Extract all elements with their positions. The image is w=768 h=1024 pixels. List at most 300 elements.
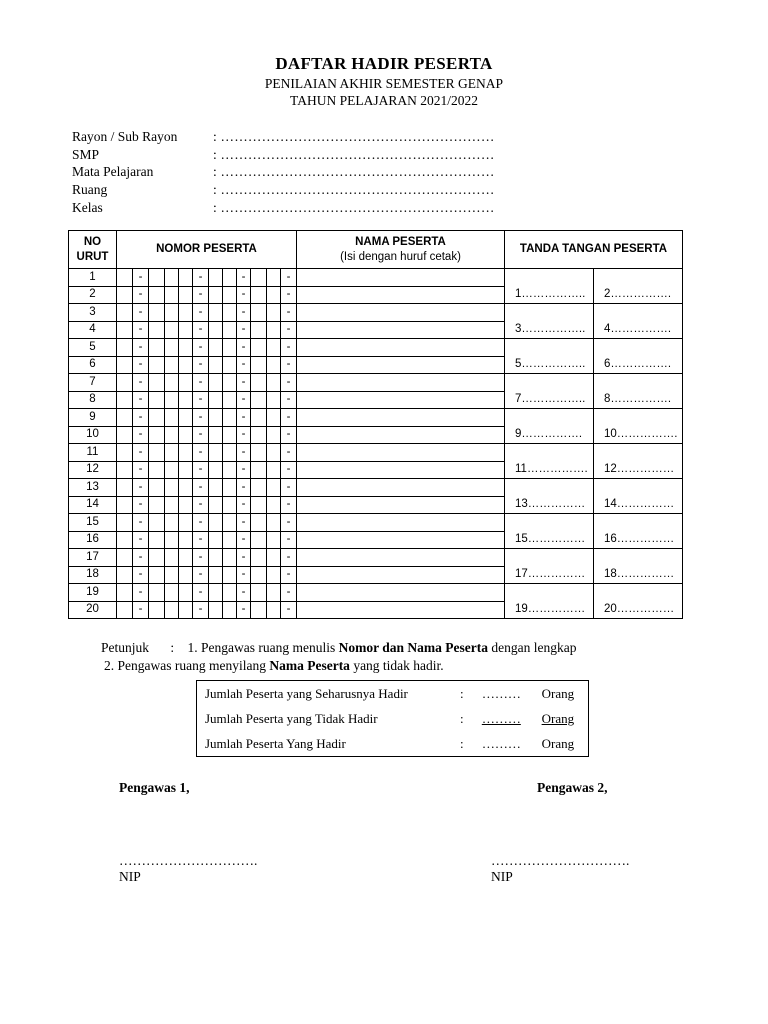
nomor-digit-cell (223, 531, 237, 549)
signature-cell (505, 409, 594, 444)
nomor-digit-cell (117, 304, 133, 322)
nomor-digit-cell (117, 601, 133, 619)
nomor-digit-cell (149, 321, 165, 339)
nomor-digit-cell (223, 286, 237, 304)
nomor-digit-cell (179, 549, 193, 567)
page-subtitle: PENILAIAN AKHIR SEMESTER GENAP (264, 76, 504, 91)
nomor-digit-cell: - (281, 426, 297, 444)
table-row (69, 479, 683, 497)
nama-cell (297, 496, 505, 514)
nomor-digit-cell (267, 496, 281, 514)
nomor-digit-cell (149, 356, 165, 374)
nama-cell (297, 356, 505, 374)
nomor-digit-cell: - (133, 496, 149, 514)
row-number: 5 (69, 339, 117, 357)
nomor-digit-cell (223, 391, 237, 409)
signature-cell (594, 304, 683, 339)
info-label: Mata Pelajaran (72, 164, 154, 179)
nomor-digit-cell (117, 409, 133, 427)
nomor-digit-cell: - (281, 339, 297, 357)
nomor-digit-cell (179, 409, 193, 427)
nomor-digit-cell (267, 356, 281, 374)
nomor-digit-cell (209, 339, 223, 357)
nomor-digit-cell: - (193, 304, 209, 322)
info-value: : …………………………………………………… (213, 147, 495, 162)
nomor-digit-cell (251, 286, 267, 304)
nomor-digit-cell: - (237, 461, 251, 479)
nomor-digit-cell: - (133, 269, 149, 287)
nama-cell (297, 286, 505, 304)
nomor-digit-cell: - (281, 286, 297, 304)
nomor-digit-cell (267, 531, 281, 549)
nomor-digit-cell (179, 461, 193, 479)
nomor-digit-cell: - (133, 356, 149, 374)
nomor-digit-cell: - (281, 496, 297, 514)
nomor-digit-cell (267, 391, 281, 409)
nomor-digit-cell (251, 461, 267, 479)
table-row (69, 374, 683, 392)
row-number: 2 (69, 286, 117, 304)
nomor-digit-cell: - (281, 601, 297, 619)
nomor-digit-cell (149, 531, 165, 549)
nama-cell (297, 566, 505, 584)
signature-label: 10……………. (604, 428, 678, 440)
nomor-digit-cell: - (133, 601, 149, 619)
nomor-digit-cell: - (193, 339, 209, 357)
nomor-digit-cell (251, 409, 267, 427)
nomor-digit-cell: - (237, 409, 251, 427)
nomor-digit-cell (179, 391, 193, 409)
row-number: 1 (69, 269, 117, 287)
nomor-digit-cell: - (133, 549, 149, 567)
nomor-digit-cell (149, 286, 165, 304)
signature-cell (594, 584, 683, 619)
summary-row-seharusnya: Jumlah Peserta yang Seharusnya Hadir : ……… Orang (205, 685, 575, 701)
nomor-digit-cell: - (193, 601, 209, 619)
nama-cell (297, 601, 505, 619)
nomor-digit-cell (267, 321, 281, 339)
nomor-digit-cell: - (133, 304, 149, 322)
signature-cell (505, 584, 594, 619)
info-label: SMP (72, 147, 100, 162)
nomor-digit-cell (149, 339, 165, 357)
nomor-digit-cell (223, 321, 237, 339)
nomor-digit-cell (223, 496, 237, 514)
nomor-digit-cell: - (133, 514, 149, 532)
nomor-digit-cell (179, 269, 193, 287)
nomor-digit-cell: - (237, 391, 251, 409)
nomor-digit-cell: - (281, 304, 297, 322)
nomor-digit-cell (251, 566, 267, 584)
nomor-digit-cell: - (193, 444, 209, 462)
row-number: 17 (69, 549, 117, 567)
nomor-digit-cell: - (237, 584, 251, 602)
nomor-digit-cell (179, 321, 193, 339)
nomor-digit-cell: - (281, 531, 297, 549)
nomor-digit-cell (117, 391, 133, 409)
row-number: 4 (69, 321, 117, 339)
row-number: 15 (69, 514, 117, 532)
row-number: 20 (69, 601, 117, 619)
nomor-digit-cell (209, 269, 223, 287)
nomor-digit-cell: - (281, 479, 297, 497)
nomor-digit-cell (209, 584, 223, 602)
pengawas-1-nip: NIP (119, 869, 141, 884)
table-row (69, 339, 683, 357)
nomor-digit-cell (251, 514, 267, 532)
nomor-digit-cell (165, 374, 179, 392)
info-label: Ruang (72, 182, 108, 197)
nomor-digit-cell (251, 339, 267, 357)
nomor-digit-cell: - (193, 531, 209, 549)
nomor-digit-cell: - (281, 356, 297, 374)
signature-cell (594, 269, 683, 304)
nomor-digit-cell: - (193, 321, 209, 339)
nomor-digit-cell (149, 601, 165, 619)
instruction-colon: : (170, 640, 175, 655)
summary-row-tidak-hadir: Jumlah Peserta yang Tidak Hadir : ……… Orang (205, 710, 575, 726)
nomor-digit-cell (251, 444, 267, 462)
nomor-digit-cell: - (237, 321, 251, 339)
signature-cell (505, 514, 594, 549)
nomor-digit-cell (267, 584, 281, 602)
nomor-digit-cell (179, 566, 193, 584)
nomor-digit-cell (149, 514, 165, 532)
header-nomor-peserta: NOMOR PESERTA (117, 231, 297, 269)
nomor-digit-cell: - (281, 269, 297, 287)
nomor-digit-cell: - (237, 339, 251, 357)
signature-label: 18…………… (604, 568, 675, 580)
nomor-digit-cell (223, 304, 237, 322)
signature-label: 17…………… (515, 568, 586, 580)
signature-label: 4……………. (604, 323, 672, 335)
nomor-digit-cell (165, 601, 179, 619)
nomor-digit-cell (165, 286, 179, 304)
header-nama-note: (Isi dengan huruf cetak) (340, 250, 461, 263)
nomor-digit-cell: - (193, 426, 209, 444)
nama-cell (297, 531, 505, 549)
nomor-digit-cell (179, 496, 193, 514)
nomor-digit-cell (117, 269, 133, 287)
signature-cell (505, 479, 594, 514)
page-subtitle-year: TAHUN PELAJARAN 2021/2022 (290, 93, 478, 108)
nomor-digit-cell (165, 461, 179, 479)
nomor-digit-cell (117, 461, 133, 479)
nomor-digit-cell (209, 374, 223, 392)
nomor-digit-cell: - (193, 461, 209, 479)
nomor-digit-cell (165, 444, 179, 462)
nomor-digit-cell: - (237, 304, 251, 322)
info-value: : …………………………………………………… (213, 182, 495, 197)
row-number: 3 (69, 304, 117, 322)
signature-label: 3…………….. (515, 323, 586, 335)
nomor-digit-cell: - (133, 426, 149, 444)
nomor-digit-cell (165, 391, 179, 409)
nomor-digit-cell: - (237, 601, 251, 619)
nomor-digit-cell (165, 269, 179, 287)
nomor-digit-cell (165, 566, 179, 584)
row-number: 19 (69, 584, 117, 602)
nomor-digit-cell (149, 496, 165, 514)
nomor-digit-cell: - (237, 514, 251, 532)
nomor-digit-cell (209, 601, 223, 619)
nomor-digit-cell (165, 496, 179, 514)
nomor-digit-cell (223, 601, 237, 619)
table-row (69, 549, 683, 567)
nomor-digit-cell: - (193, 409, 209, 427)
pengawas-2-label: Pengawas 2, (537, 780, 608, 795)
header-nama-peserta: NAMA PESERTA (Isi dengan huruf cetak) (297, 231, 505, 269)
signature-cell (594, 339, 683, 374)
nomor-digit-cell (267, 514, 281, 532)
signature-cell (594, 514, 683, 549)
nomor-digit-cell: - (193, 391, 209, 409)
nomor-digit-cell (117, 374, 133, 392)
nomor-digit-cell (179, 514, 193, 532)
signature-label: 9……………. (515, 428, 583, 440)
nomor-digit-cell (117, 531, 133, 549)
nomor-digit-cell: - (133, 286, 149, 304)
table-row (69, 514, 683, 532)
info-label: Kelas (72, 200, 103, 215)
nomor-digit-cell (165, 514, 179, 532)
nomor-digit-cell (117, 444, 133, 462)
nomor-digit-cell (267, 286, 281, 304)
row-number: 11 (69, 444, 117, 462)
nama-cell (297, 549, 505, 567)
nomor-digit-cell: - (193, 549, 209, 567)
nomor-digit-cell: - (193, 566, 209, 584)
table-row (69, 584, 683, 602)
row-number: 8 (69, 391, 117, 409)
nomor-digit-cell (117, 339, 133, 357)
nomor-digit-cell (117, 356, 133, 374)
nomor-digit-cell: - (133, 409, 149, 427)
nomor-digit-cell (117, 321, 133, 339)
nomor-digit-cell: - (237, 426, 251, 444)
signature-cell (505, 339, 594, 374)
nomor-digit-cell (267, 269, 281, 287)
nama-cell (297, 339, 505, 357)
nama-cell (297, 479, 505, 497)
nomor-digit-cell: - (237, 356, 251, 374)
nomor-digit-cell (117, 584, 133, 602)
nomor-digit-cell (251, 496, 267, 514)
signature-label: 6……………. (604, 358, 672, 370)
nama-cell (297, 461, 505, 479)
nomor-digit-cell (117, 549, 133, 567)
table-row (69, 409, 683, 427)
nomor-digit-cell: - (237, 374, 251, 392)
signature-label: 1…………….. (515, 288, 586, 300)
nomor-digit-cell (179, 426, 193, 444)
row-number: 18 (69, 566, 117, 584)
summary-row-hadir: Jumlah Peserta Yang Hadir : ……… Orang (205, 735, 575, 751)
nomor-digit-cell (149, 409, 165, 427)
nomor-digit-cell (149, 461, 165, 479)
nomor-digit-cell (223, 584, 237, 602)
nomor-digit-cell (165, 356, 179, 374)
nomor-digit-cell (267, 566, 281, 584)
nomor-digit-cell: - (237, 549, 251, 567)
signature-label: 2……………. (604, 288, 672, 300)
nomor-digit-cell (209, 566, 223, 584)
row-number: 9 (69, 409, 117, 427)
nomor-digit-cell (267, 601, 281, 619)
nomor-digit-cell: - (133, 339, 149, 357)
signature-cell (505, 549, 594, 584)
nomor-digit-cell (251, 391, 267, 409)
nama-cell (297, 584, 505, 602)
nomor-digit-cell (165, 339, 179, 357)
signature-cell (594, 374, 683, 409)
nomor-digit-cell: - (281, 444, 297, 462)
nomor-digit-cell: - (193, 479, 209, 497)
nomor-digit-cell (209, 531, 223, 549)
nomor-digit-cell: - (237, 496, 251, 514)
nomor-digit-cell (149, 304, 165, 322)
nomor-digit-cell (179, 339, 193, 357)
table-row (69, 444, 683, 462)
signature-cell (505, 374, 594, 409)
nomor-digit-cell (149, 391, 165, 409)
nomor-digit-cell (179, 601, 193, 619)
instruction-label: Petunjuk (101, 640, 150, 655)
nomor-digit-cell (251, 321, 267, 339)
nomor-digit-cell (251, 374, 267, 392)
nomor-digit-cell: - (281, 321, 297, 339)
nomor-digit-cell (209, 391, 223, 409)
signature-label: 5…………….. (515, 358, 586, 370)
nomor-digit-cell (223, 444, 237, 462)
nomor-digit-cell (117, 566, 133, 584)
row-number: 10 (69, 426, 117, 444)
nomor-digit-cell (251, 304, 267, 322)
nomor-digit-cell: - (133, 531, 149, 549)
signature-label: 12…………… (604, 463, 675, 475)
signature-label: 16…………… (604, 533, 675, 545)
nomor-digit-cell (209, 321, 223, 339)
nomor-digit-cell (223, 461, 237, 479)
nomor-digit-cell (165, 409, 179, 427)
nomor-digit-cell: - (281, 549, 297, 567)
nomor-digit-cell (267, 339, 281, 357)
nomor-digit-cell (251, 531, 267, 549)
signature-label: 8……………. (604, 393, 672, 405)
nomor-digit-cell: - (237, 286, 251, 304)
nomor-digit-cell (209, 286, 223, 304)
nomor-digit-cell (149, 479, 165, 497)
nomor-digit-cell (223, 269, 237, 287)
nomor-digit-cell (117, 514, 133, 532)
nomor-digit-cell (117, 286, 133, 304)
nomor-digit-cell: - (193, 496, 209, 514)
nomor-digit-cell (267, 426, 281, 444)
signature-cell (594, 444, 683, 479)
nomor-digit-cell: - (281, 566, 297, 584)
nomor-digit-cell: - (193, 374, 209, 392)
nomor-digit-cell (209, 514, 223, 532)
page-title: DAFTAR HADIR PESERTA (275, 54, 493, 73)
nomor-digit-cell (179, 286, 193, 304)
attendance-table (68, 230, 683, 619)
pengawas-1-signature-line: …………………………. (119, 853, 258, 868)
header-no-urut: NO URUT (69, 231, 117, 269)
nomor-digit-cell (223, 374, 237, 392)
nama-cell (297, 321, 505, 339)
nomor-digit-cell (165, 479, 179, 497)
pengawas-2-nip: NIP (491, 869, 513, 884)
nomor-digit-cell (179, 479, 193, 497)
row-number: 12 (69, 461, 117, 479)
signature-cell (505, 304, 594, 339)
nomor-digit-cell (179, 356, 193, 374)
nama-cell (297, 444, 505, 462)
nomor-digit-cell: - (237, 269, 251, 287)
signature-cell (594, 479, 683, 514)
nomor-digit-cell (209, 461, 223, 479)
nomor-digit-cell (209, 304, 223, 322)
nomor-digit-cell (179, 304, 193, 322)
nomor-digit-cell: - (133, 321, 149, 339)
nomor-digit-cell: - (193, 356, 209, 374)
nomor-digit-cell: - (281, 514, 297, 532)
nomor-digit-cell (179, 584, 193, 602)
nomor-digit-cell (149, 269, 165, 287)
nomor-digit-cell (223, 426, 237, 444)
row-number: 16 (69, 531, 117, 549)
nomor-digit-cell (209, 356, 223, 374)
nomor-digit-cell: - (237, 479, 251, 497)
nama-cell (297, 391, 505, 409)
nomor-digit-cell: - (281, 391, 297, 409)
nomor-digit-cell (251, 479, 267, 497)
nomor-digit-cell: - (281, 374, 297, 392)
nomor-digit-cell (223, 566, 237, 584)
instruction-line-1: Petunjuk : 1. Pengawas ruang menulis Nomor dan Nama Peserta dengan lengkap (101, 640, 577, 655)
nomor-digit-cell (165, 531, 179, 549)
nomor-digit-cell: - (281, 584, 297, 602)
table-row (69, 269, 683, 287)
nomor-digit-cell (251, 356, 267, 374)
row-number: 13 (69, 479, 117, 497)
nomor-digit-cell (267, 444, 281, 462)
nomor-digit-cell: - (133, 479, 149, 497)
row-number: 6 (69, 356, 117, 374)
info-value: : …………………………………………………… (213, 164, 495, 179)
nama-cell (297, 409, 505, 427)
nomor-digit-cell (223, 339, 237, 357)
nomor-digit-cell (251, 549, 267, 567)
nomor-digit-cell (267, 304, 281, 322)
pengawas-2-signature-line: …………………………. (491, 853, 630, 868)
nomor-digit-cell (179, 444, 193, 462)
nomor-digit-cell (267, 374, 281, 392)
nomor-digit-cell (223, 409, 237, 427)
nomor-digit-cell (251, 584, 267, 602)
nomor-digit-cell: - (133, 584, 149, 602)
nomor-digit-cell: - (193, 269, 209, 287)
nomor-digit-cell (223, 514, 237, 532)
nomor-digit-cell (267, 549, 281, 567)
nomor-digit-cell (149, 566, 165, 584)
nomor-digit-cell (223, 549, 237, 567)
info-label: Rayon / Sub Rayon (72, 129, 178, 144)
pengawas-1-label: Pengawas 1, (119, 780, 190, 795)
nomor-digit-cell (149, 374, 165, 392)
nomor-digit-cell (223, 356, 237, 374)
nama-cell (297, 269, 505, 287)
